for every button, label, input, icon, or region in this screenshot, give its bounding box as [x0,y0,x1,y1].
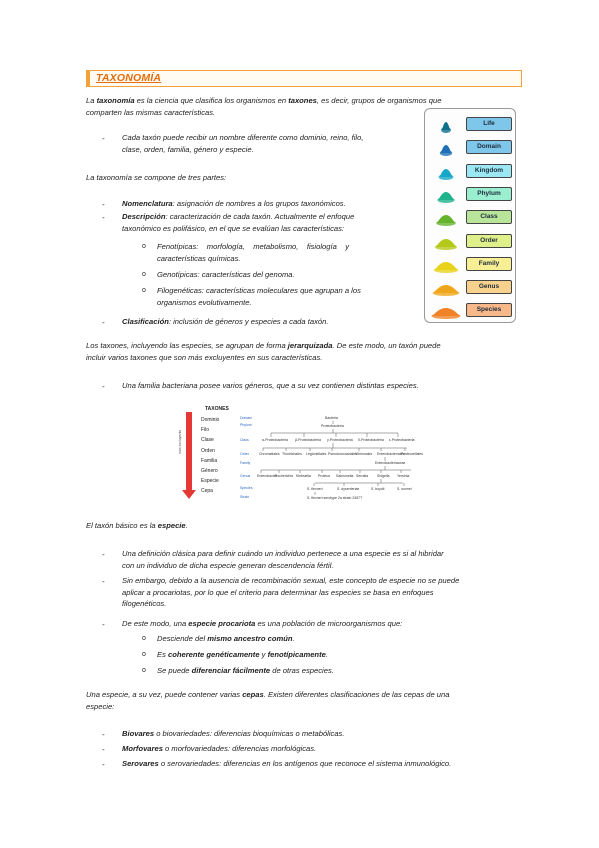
tree-node-class: γ-Proteobacteria [327,438,353,442]
text-run: o serovariedades: diferencias en los antígenos que reconoce el sistema inmunológico. [158,759,452,768]
tree-node-family: Enterobacteriaceae [375,461,406,465]
bullet-marker: - [102,134,105,143]
tree-node-species: S. boydii [371,487,385,491]
taxonomy-rank-pyramid [424,108,519,328]
taxon-level-label: Orden [201,447,215,454]
taxon-level-label: Familia [201,457,218,464]
bullet-clasificacion [122,316,422,328]
bullet-marker: - [102,213,105,222]
rank-tag: Species [240,486,253,490]
bold-term: taxones [288,96,317,105]
rank-label: Life [466,117,512,131]
rank-label: Domain [466,140,512,154]
text-run: El taxón básico es la [86,521,158,530]
rank-label: Family [466,257,512,271]
section-title-bar [86,70,522,87]
rank-label: Genus [466,280,512,294]
text-run: La [86,96,97,105]
pyramid-rank-kingdom [428,161,514,181]
bullet-marker: - [102,550,105,559]
bullet-taxon-names [122,132,422,155]
tree-node-genus: Salmonella [336,474,354,478]
rank-cone-icon [428,231,464,251]
tree-node-genus: Shigella [377,474,390,478]
sub-bullet-marker: o [142,287,146,294]
tree-node-order: Pseudomonadales [328,452,357,456]
text-run: Cada taxón puede recibir un nombre diferente como dominio, reino, filo, [122,133,364,142]
tree-node-order: Pasteurellales [401,452,423,456]
bullet-marker: - [102,760,105,769]
bullet-prokaryote-species [122,618,522,630]
bullet-descripcion [122,211,422,234]
taxon-hierarchy-figure [175,404,425,510]
text-run: . [292,634,295,643]
bold-term: cepas [242,690,264,699]
text-run: clase, orden, familia, género y especie. [122,144,254,154]
tree-node-order: Enterobacteriales [377,452,405,456]
bold-term: coherente genéticamente [167,650,260,659]
bold-term: especie [157,521,186,530]
tree-node-species: S. flexneri [307,487,323,491]
text-run: . [185,521,188,530]
text-run: y [259,650,268,659]
text-run: Se puede [157,666,192,675]
taxon-level-label: Dominio [201,417,220,423]
text-run: con un individuo de dicha especie generan descendencia fértil. [122,560,334,570]
rank-cone-icon [428,137,464,157]
section-title: TAXONOMÍA [96,72,162,84]
text-run: : caracterización de cada taxón. Actualmente el enfoque [165,212,355,221]
text-run: Una definición clásica para definir cuándo un individuo pertenece a una especie es si al hibridar [122,549,444,558]
sub-bullet-marker: o [142,243,146,250]
parts-intro: La taxonomía se compone de tres partes: [86,173,227,182]
arrow-label: más excluyente [178,429,182,454]
rank-tag: Strain [240,495,250,499]
pyramid-rank-domain [428,137,514,157]
taxon-level-label: Clase [201,437,214,444]
tree-node-order: Thiotrichales [282,452,302,456]
rank-tag: Family [240,461,251,465]
rank-cone-icon [428,207,464,227]
tree-node-class: δ-Proteobacteria [358,438,384,442]
bullet-prokaryote-problem [122,575,522,610]
tree-node-class: ε-Proteobacteria [389,438,415,442]
sub-bullet-fenotipicas [157,241,417,264]
text-run: : asignación de nombres a los grupos taxonómicos. [172,199,346,208]
rank-label: Class [466,210,512,224]
bold-term: Clasificación [122,317,169,326]
tree-node-genus: Yersinia [397,474,410,478]
sub-bullet-ancestor [157,633,295,645]
text-run: Desciende del [157,634,208,643]
sub-bullet-differentiate [157,665,334,677]
bullet-marker: - [102,318,105,327]
bullet-marker: - [102,577,105,586]
sub-bullet-marker: o [142,651,146,658]
text-run: , es decir, grupos de organismos que [316,96,442,105]
text-run: Sin embargo, debido a la ausencia de recombinación sexual, este concepto de especie no se puede [122,576,460,585]
bullet-marker: - [102,620,105,629]
tree-node-order: Chromatiales [259,452,280,456]
bullet-serovares [122,758,532,770]
text-run: organismos evolutivamente. [157,297,252,307]
bold-term: diferenciar fácilmente [191,666,271,675]
text-run: . [325,650,328,659]
rank-tag: Order [240,452,249,456]
text-run: filogenéticos. [122,599,167,608]
bold-term: Nomenclatura [122,199,173,208]
cepas-paragraph [86,689,516,712]
tree-node-phylum: Proteobacteria [321,424,344,428]
bullet-marker: - [102,382,105,391]
rank-tag: Domain [240,416,253,420]
bullet-morfovares [122,743,522,755]
text-run: De este modo, una [122,619,189,628]
tree-node-domain: Bacteria [325,416,338,420]
tree-node-class: β-Proteobacteria [295,438,321,442]
sub-bullet-marker: o [142,635,146,642]
bullet-marker: - [102,745,105,754]
text-run: de otras especies. [270,666,334,675]
bold-term: Serovares [122,759,159,768]
rank-tag: Class [240,438,249,442]
tree-node-genus: Klebsiella [296,474,311,478]
rank-cone-icon [428,184,464,204]
bold-term: Biovares [122,729,155,738]
text-run: taxonómico es polifásico, en el que se evalúan las características: [122,223,345,233]
rank-label: Kingdom [466,164,512,178]
basic-taxon-line [86,520,188,532]
bullet-nomenclatura [122,198,422,210]
rank-cone-icon [428,114,464,134]
text-run: Los taxones, incluyendo las especies, se agrupan de forma [86,341,288,350]
bullet-biovares [122,728,522,740]
rank-cone-icon [428,277,464,297]
tree-node-order: Vibrionales [355,452,373,456]
text-run: . Existen diferentes clasificaciones de las cepas de una [263,690,450,699]
sub-bullet-marker: o [142,667,146,674]
text-run: especie: [86,701,115,711]
taxones-paragraph [86,340,516,363]
text-run: comparten las mismas características. [86,107,216,117]
tree-node-species: S. sonnei [397,487,412,491]
rank-cone-icon [428,254,464,274]
rank-label: Order [466,234,512,248]
taxon-level-label: Especie [201,478,219,485]
text-run: incluir varios taxones que son más excluyentes en sus características. [86,352,323,362]
text-run: o biovariedades: diferencias bioquímicas o metabólicas. [154,729,345,738]
rank-tag: Genus [240,474,251,478]
text-run: : inclusión de géneros y especies a cada taxón. [168,317,329,326]
tree-node-genus: Enterobacter [257,474,278,478]
taxon-level-label: Filo [201,427,210,434]
tree-node-strain: S. flexneri serotype 2a strain 2457T [307,496,363,500]
tree-node-genus: Proteus [318,474,331,478]
bold-term: taxonomía [96,96,135,105]
pyramid-rank-phylum [428,184,514,204]
taxon-level-label: Cepa [201,488,213,495]
bold-term: Morfovares [122,744,163,753]
bullet-marker: - [102,200,105,209]
pyramid-rank-life [428,114,514,134]
text-run: Filogenéticas: características moleculares que agrupan a los [157,286,361,295]
bold-term: fenotípicamente [267,650,326,659]
bold-term: Descripción [122,212,166,221]
pyramid-rank-class [428,207,514,227]
pyramid-rank-order [428,231,514,251]
pyramid-rank-family [428,254,514,274]
pyramid-rank-species [428,300,514,320]
tree-node-genus: Escherichia [275,474,294,478]
rank-tag: Phylum [240,423,252,427]
text-run: Una especie, a su vez, puede contener varias [86,690,243,699]
sub-bullet-marker: o [142,271,146,278]
tree-node-class: α-Proteobacteria [262,438,288,442]
sub-bullet-genotipicas: Genotípicas: características del genoma. [157,270,295,279]
rank-cone-icon [428,300,464,320]
text-run: Es [157,650,168,659]
text-run: es la ciencia que clasifica los organismos en [134,96,289,105]
sub-bullet-coherent [157,649,328,661]
bullet-marker: - [102,730,105,739]
rank-label: Species [466,303,512,317]
rank-cone-icon [428,161,464,181]
bullet-species-definition [122,548,522,571]
text-run: . De este modo, un taxón puede [332,341,441,350]
tree-node-genus: Serratia [356,474,369,478]
pyramid-rank-genus [428,277,514,297]
text-run: aplicar a procariotas, por lo que el criterio para determinar las especies se basa en enfoques [122,587,434,597]
text-run: es una población de microorganismos que: [255,619,403,628]
tree-node-order: Legionellales [306,452,327,456]
text-run: Fenotípicas: morfología, metabolismo, fisiología y [157,242,350,251]
rank-label: Phylum [466,187,512,201]
figure-header: TAXONES [205,406,229,412]
sub-bullet-filogeneticas [157,285,417,308]
text-run: o morfovariedades: diferencias morfológicas. [162,744,317,753]
bold-term: jerarquizada [287,341,333,350]
text-run: características químicas. [157,253,241,263]
tree-node-species: S. dysenteriae [337,487,360,491]
figure-tree-lines [175,404,425,510]
bold-term: especie procariota [188,619,256,628]
bold-term: mismo ancestro común [207,634,293,643]
taxon-level-label: Género [201,468,218,474]
bullet-familia: Una familia bacteriana posee varios géneros, que a su vez contienen distintas especies. [122,381,419,390]
